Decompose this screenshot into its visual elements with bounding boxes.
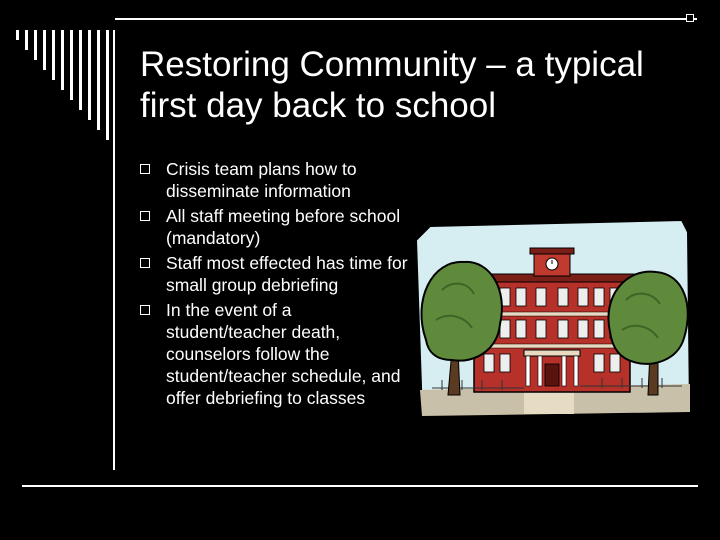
bullet-square-icon xyxy=(140,258,150,268)
list-item xyxy=(140,158,410,202)
school-building-clipart xyxy=(412,220,692,420)
bullet-text: All staff meeting before school (mandatory) xyxy=(166,206,401,248)
bullet-text: Crisis team plans how to disseminate information xyxy=(166,159,357,201)
top-rule xyxy=(115,18,697,20)
bullet-square-icon xyxy=(140,211,150,221)
decorative-bars-icon xyxy=(16,30,112,142)
list-item xyxy=(140,205,410,249)
list-item xyxy=(140,299,410,409)
vertical-rule xyxy=(113,30,115,470)
bottom-rule xyxy=(22,485,698,487)
corner-square-decoration xyxy=(686,14,694,22)
bullet-text: In the event of a student/teacher death, counselors follow the student/teacher schedule, and offer debriefing to classes xyxy=(166,300,401,408)
bullet-square-icon xyxy=(140,164,150,174)
bullet-text: Staff most effected has time for small group debriefing xyxy=(166,253,408,295)
list-item xyxy=(140,252,410,296)
bullet-list xyxy=(140,158,410,412)
bullet-square-icon xyxy=(140,305,150,315)
slide-title: Restoring Community – a typical first day back to school xyxy=(140,45,644,125)
